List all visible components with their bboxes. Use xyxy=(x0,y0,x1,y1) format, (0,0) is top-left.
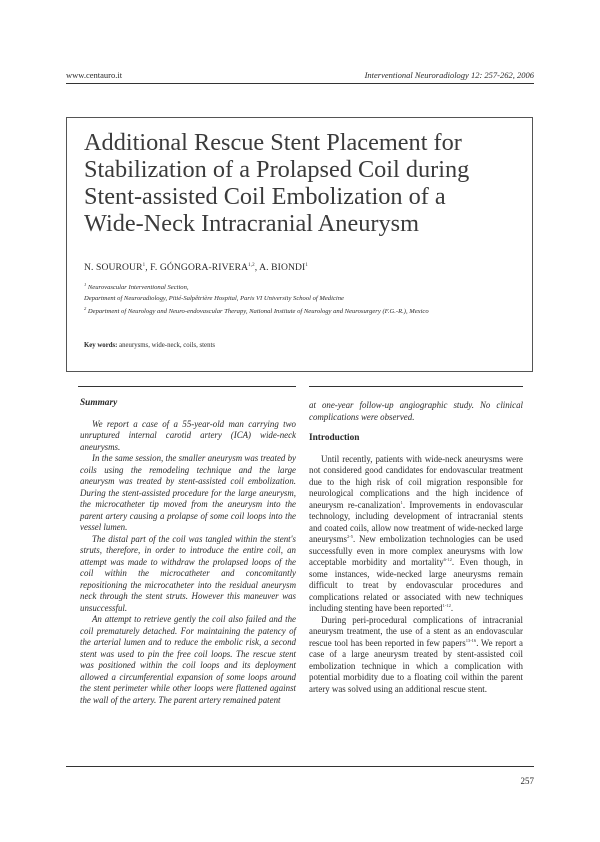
author-name: , F. GÓNGORA-RIVERA xyxy=(145,262,249,273)
affil-text: Department of Neurology and Neuro-endovascular Therapy, National Institute of Neurology and Neurosurgery (F.G.-R.), Mexico xyxy=(86,308,429,316)
summary-paragraph: The distal part of the coil was tangled within the stent's struts, therefore, in order to introduce the entire coil, an attempt was made to withdraw the prolapsed loops of the coil within the microcatheter and concomitantly repositioning the microcatheter into the residual aneurysm neck through the stent struts. However this maneuver was unsuccessful. xyxy=(80,533,296,613)
summary-paragraph: We report a case of a 55-year-old man carrying two unruptured internal carotid artery (ICA) wide-neck aneurysms. xyxy=(80,418,296,452)
keywords-label: Key words: xyxy=(84,342,118,349)
journal-website: www.centauro.it xyxy=(66,70,123,80)
affil-text: Department of Neuroradiology, Pitié-Salpêtrière Hospital, Paris VI University School of Medicine xyxy=(84,294,344,302)
affiliation-2 xyxy=(84,304,529,318)
citation-sup: 13-16 xyxy=(465,637,477,643)
affiliations xyxy=(84,280,529,318)
summary-paragraph: In the same session, the smaller aneurysm was treated by coils using the remodeling technique and the large aneurysm was treated by stent-assisted coil embolization. During the stent-assisted procedure for the large aneurysm, the microcatheter tip moved from the aneurysm into the parent artery causing a prolapse of some coil loops into the vessel lumen. xyxy=(80,453,296,532)
introduction-heading: Introduction xyxy=(309,433,360,443)
summary-paragraph: An attempt to retrieve gently the coil also failed and the coil prematurely detached. For maintaining the patency of the arterial lumen and to reduce the embolic risk, a second stent was used to pin the free coil loops. The rescue stent was positioned within the coil loops and its deployment allowed a circumferential expansion of some loops around the stent perimeter while other loops were flattened against the wall of the artery. The parent artery remained patent xyxy=(80,614,296,705)
author-name: , A. BIONDI xyxy=(254,262,306,273)
author-name: N. SOUROUR xyxy=(84,262,143,273)
journal-citation: Interventional Neuroradiology 12: 257-262, 2006 xyxy=(364,70,534,80)
citation-sup: 1-12 xyxy=(442,603,451,609)
citation-sup: 2-5 xyxy=(346,534,353,540)
keywords xyxy=(84,342,215,349)
introduction-paragraph: Until recently, patients with wide-neck aneurysms were not considered good candidates for endovascular treatment due to the high risk of coil migration responsible for neurological complications and the high incidence of aneurysm re-canalization$^1$. Improvements in endovascular technology, including development of intracranial stents and coated coils, allow now treatment of wide-necked large aneurysms$^{2-5}$. New embolization technologies can be used successfully even in more complex aneurysms with low acceptable morbidity and mortality$^{6-12}$. Even though, in some instances, wide-necked large aneurysms remain difficult to treat by endovascular procedures and complications related or associated with new techniques including stenting have been reported$^{1-12}$. xyxy=(309,453,523,613)
citation-sup: 1 xyxy=(400,499,403,505)
right-column-rule xyxy=(309,386,523,387)
keywords-text: aneurysms, wide-neck, coils, stents xyxy=(117,342,216,349)
header-rule xyxy=(66,83,534,84)
affil-sup: 2 xyxy=(84,306,87,312)
summary-column xyxy=(80,398,296,706)
affil-sup: 1 xyxy=(84,282,87,287)
page-number: 257 xyxy=(520,776,534,786)
affiliation-1 xyxy=(84,280,529,294)
article-title: Additional Rescue Stent Placement for Stabilization of a Prolapsed Coil during Stent-assisted Coil Embolization of a Wide-Neck Intracranial Aneurysm xyxy=(84,129,470,237)
summary-heading: Summary xyxy=(80,398,118,408)
summary-rule xyxy=(78,386,296,387)
footer-rule xyxy=(66,766,534,767)
affil-text: Neurovascular Interventional Section, xyxy=(86,284,189,292)
summary-continuation: at one-year follow-up angiographic study. No clinical complications were observed. xyxy=(309,400,523,422)
author-affil-sup: 1,2 xyxy=(248,262,255,268)
author-list xyxy=(84,262,308,273)
introduction-paragraph: During peri-procedural complications of intracranial aneurysm treatment, the use of a stent as an endovascular rescue tool has been reported in few papers$^{13-16}$. We report a case of a large aneurysm treated by stent-assisted coil embolization technique in which a complication with potential morbidity due to a floating coil within the parent artery was solved using an additional rescue stent. xyxy=(309,614,523,694)
author-affil-sup: 1 xyxy=(305,262,308,268)
citation-sup: 6-12 xyxy=(443,557,452,563)
author-affil-sup: 1 xyxy=(142,262,146,268)
introduction-column xyxy=(309,400,523,695)
